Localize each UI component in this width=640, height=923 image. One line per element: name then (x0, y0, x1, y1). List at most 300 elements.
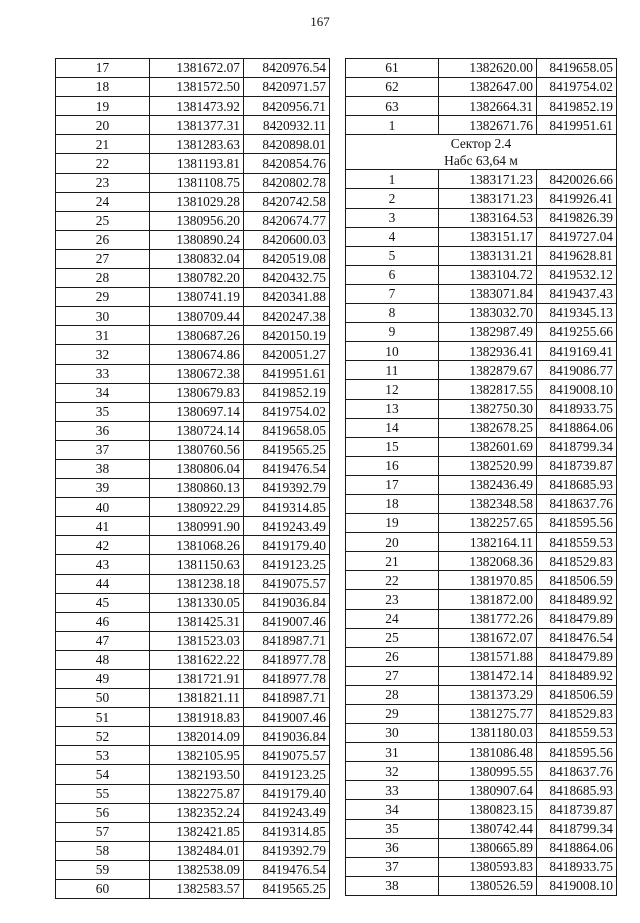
point-number-cell: 8 (346, 304, 439, 323)
x-coordinate-cell: 1380907.64 (439, 781, 537, 800)
point-number-cell: 5 (346, 246, 439, 265)
y-coordinate-cell: 8420898.01 (244, 135, 330, 154)
table-row (56, 517, 330, 536)
point-number-cell: 57 (56, 822, 150, 841)
table-row (346, 781, 617, 800)
point-number-cell: 17 (346, 475, 439, 494)
x-coordinate-cell: 1381180.03 (439, 724, 537, 743)
point-number-cell: 23 (346, 590, 439, 609)
x-coordinate-cell: 1381068.26 (150, 536, 244, 555)
y-coordinate-cell: 8419179.40 (244, 784, 330, 803)
point-number-cell: 50 (56, 689, 150, 708)
x-coordinate-cell: 1382421.85 (150, 822, 244, 841)
table-row (346, 227, 617, 246)
point-number-cell: 48 (56, 650, 150, 669)
x-coordinate-cell: 1380679.83 (150, 383, 244, 402)
point-number-cell: 31 (56, 326, 150, 345)
y-coordinate-cell: 8419179.40 (244, 536, 330, 555)
y-coordinate-cell: 8419826.39 (537, 208, 617, 227)
y-coordinate-cell: 8418739.87 (537, 456, 617, 475)
x-coordinate-cell: 1382014.09 (150, 727, 244, 746)
point-number-cell: 18 (346, 494, 439, 513)
table-row (346, 819, 617, 838)
x-coordinate-cell: 1380782.20 (150, 269, 244, 288)
x-coordinate-cell: 1382193.50 (150, 765, 244, 784)
point-number-cell: 55 (56, 784, 150, 803)
table-row (346, 304, 617, 323)
table-row (346, 685, 617, 704)
table-row (56, 860, 330, 879)
point-number-cell: 14 (346, 418, 439, 437)
y-coordinate-cell: 8419007.46 (244, 612, 330, 631)
y-coordinate-cell: 8418977.78 (244, 670, 330, 689)
y-coordinate-cell: 8418637.76 (537, 762, 617, 781)
point-number-cell: 6 (346, 265, 439, 284)
x-coordinate-cell: 1382879.67 (439, 361, 537, 380)
point-number-cell: 30 (56, 307, 150, 326)
y-coordinate-cell: 8420519.08 (244, 249, 330, 268)
y-coordinate-cell: 8419075.57 (244, 746, 330, 765)
table-row (346, 59, 617, 78)
point-number-cell: 36 (56, 421, 150, 440)
y-coordinate-cell: 8419437.43 (537, 284, 617, 303)
x-coordinate-cell: 1381377.31 (150, 116, 244, 135)
point-number-cell: 31 (346, 743, 439, 762)
x-coordinate-cell: 1380860.13 (150, 479, 244, 498)
x-coordinate-cell: 1380672.38 (150, 364, 244, 383)
table-row (346, 208, 617, 227)
point-number-cell: 20 (346, 533, 439, 552)
y-coordinate-cell: 8418476.54 (537, 628, 617, 647)
point-number-cell: 19 (346, 514, 439, 533)
coordinates-table-right-body (346, 170, 617, 896)
y-coordinate-cell: 8419754.02 (537, 78, 617, 97)
x-coordinate-cell: 1382068.36 (439, 552, 537, 571)
point-number-cell: 37 (56, 440, 150, 459)
y-coordinate-cell: 8419243.49 (244, 517, 330, 536)
table-row (56, 746, 330, 765)
table-row (346, 724, 617, 743)
x-coordinate-cell: 1381622.22 (150, 650, 244, 669)
point-number-cell: 9 (346, 323, 439, 342)
table-row (56, 97, 330, 116)
x-coordinate-cell: 1382348.58 (439, 494, 537, 513)
x-coordinate-cell: 1381523.03 (150, 631, 244, 650)
point-number-cell: 29 (56, 288, 150, 307)
point-number-cell: 23 (56, 173, 150, 192)
x-coordinate-cell: 1381472.14 (439, 666, 537, 685)
y-coordinate-cell: 8419243.49 (244, 803, 330, 822)
table-row (56, 116, 330, 135)
x-coordinate-cell: 1380593.83 (439, 857, 537, 876)
x-coordinate-cell: 1380823.15 (439, 800, 537, 819)
point-number-cell: 42 (56, 536, 150, 555)
y-coordinate-cell: 8420600.03 (244, 230, 330, 249)
y-coordinate-cell: 8419951.61 (244, 364, 330, 383)
table-row (56, 135, 330, 154)
table-row (56, 784, 330, 803)
point-number-cell: 36 (346, 838, 439, 857)
coordinates-table-right (345, 58, 617, 896)
x-coordinate-cell: 1380890.24 (150, 230, 244, 249)
x-coordinate-cell: 1382817.55 (439, 380, 537, 399)
table-row (56, 841, 330, 860)
point-number-cell: 4 (346, 227, 439, 246)
table-row (56, 307, 330, 326)
table-row (56, 459, 330, 478)
table-row (346, 533, 617, 552)
y-coordinate-cell: 8418864.06 (537, 838, 617, 857)
table-row (56, 593, 330, 612)
y-coordinate-cell: 8418595.56 (537, 514, 617, 533)
table-row (56, 670, 330, 689)
x-coordinate-cell: 1381821.11 (150, 689, 244, 708)
point-number-cell: 43 (56, 555, 150, 574)
point-number-cell: 26 (346, 647, 439, 666)
x-coordinate-cell: 1380526.59 (439, 876, 537, 895)
y-coordinate-cell: 8418799.34 (537, 437, 617, 456)
x-coordinate-cell: 1383171.23 (439, 189, 537, 208)
x-coordinate-cell: 1382105.95 (150, 746, 244, 765)
x-coordinate-cell: 1382275.87 (150, 784, 244, 803)
y-coordinate-cell: 8418479.89 (537, 647, 617, 666)
y-coordinate-cell: 8418506.59 (537, 571, 617, 590)
y-coordinate-cell: 8419075.57 (244, 574, 330, 593)
table-row (56, 803, 330, 822)
y-coordinate-cell: 8418977.78 (244, 650, 330, 669)
y-coordinate-cell: 8419532.12 (537, 265, 617, 284)
y-coordinate-cell: 8419951.61 (537, 116, 617, 135)
point-number-cell: 30 (346, 724, 439, 743)
point-number-cell: 22 (346, 571, 439, 590)
y-coordinate-cell: 8419008.10 (537, 380, 617, 399)
x-coordinate-cell: 1380742.44 (439, 819, 537, 838)
point-number-cell: 3 (346, 208, 439, 227)
point-number-cell: 62 (346, 78, 439, 97)
y-coordinate-cell: 8418799.34 (537, 819, 617, 838)
table-row (56, 364, 330, 383)
table-row (56, 269, 330, 288)
table-row (346, 418, 617, 437)
sector-title: Сектор 2.4 (450, 136, 512, 152)
y-coordinate-cell: 8420956.71 (244, 97, 330, 116)
x-coordinate-cell: 1380995.55 (439, 762, 537, 781)
table-row (56, 727, 330, 746)
table-row (56, 880, 330, 899)
point-number-cell: 58 (56, 841, 150, 860)
y-coordinate-cell: 8419565.25 (244, 440, 330, 459)
table-row (56, 173, 330, 192)
point-number-cell: 13 (346, 399, 439, 418)
x-coordinate-cell: 1381473.92 (150, 97, 244, 116)
x-coordinate-cell: 1382678.25 (439, 418, 537, 437)
y-coordinate-cell: 8419852.19 (244, 383, 330, 402)
table-row (56, 249, 330, 268)
y-coordinate-cell: 8419036.84 (244, 593, 330, 612)
table-row (346, 514, 617, 533)
x-coordinate-cell: 1381029.28 (150, 192, 244, 211)
point-number-cell: 7 (346, 284, 439, 303)
x-coordinate-cell: 1382936.41 (439, 342, 537, 361)
table-row (56, 383, 330, 402)
table-row (346, 380, 617, 399)
point-number-cell: 24 (346, 609, 439, 628)
point-number-cell: 1 (346, 116, 439, 135)
point-number-cell: 18 (56, 78, 150, 97)
table-row (56, 78, 330, 97)
x-coordinate-cell: 1380687.26 (150, 326, 244, 345)
y-coordinate-cell: 8419658.05 (537, 59, 617, 78)
point-number-cell: 1 (346, 170, 439, 189)
x-coordinate-cell: 1380760.56 (150, 440, 244, 459)
point-number-cell: 56 (56, 803, 150, 822)
x-coordinate-cell: 1383164.53 (439, 208, 537, 227)
table-row (56, 479, 330, 498)
x-coordinate-cell: 1382750.30 (439, 399, 537, 418)
table-row (346, 475, 617, 494)
point-number-cell: 29 (346, 705, 439, 724)
y-coordinate-cell: 8420932.11 (244, 116, 330, 135)
y-coordinate-cell: 8420341.88 (244, 288, 330, 307)
point-number-cell: 63 (346, 97, 439, 116)
x-coordinate-cell: 1381373.29 (439, 685, 537, 704)
point-number-cell: 17 (56, 59, 150, 78)
point-number-cell: 41 (56, 517, 150, 536)
x-coordinate-cell: 1382484.01 (150, 841, 244, 860)
y-coordinate-cell: 8419123.25 (244, 765, 330, 784)
point-number-cell: 40 (56, 498, 150, 517)
table-row (56, 631, 330, 650)
table-row (346, 762, 617, 781)
x-coordinate-cell: 1383071.84 (439, 284, 537, 303)
y-coordinate-cell: 8418933.75 (537, 857, 617, 876)
table-row (56, 192, 330, 211)
table-row (346, 323, 617, 342)
table-row (346, 628, 617, 647)
x-coordinate-cell: 1382352.24 (150, 803, 244, 822)
x-coordinate-cell: 1382164.11 (439, 533, 537, 552)
table-row (56, 59, 330, 78)
point-number-cell: 32 (56, 345, 150, 364)
table-row (346, 647, 617, 666)
point-number-cell: 38 (346, 876, 439, 895)
x-coordinate-cell: 1380709.44 (150, 307, 244, 326)
x-coordinate-cell: 1381672.07 (439, 628, 537, 647)
table-row (56, 345, 330, 364)
y-coordinate-cell: 8419476.54 (244, 860, 330, 879)
y-coordinate-cell: 8420432.75 (244, 269, 330, 288)
sector-header (346, 135, 617, 170)
y-coordinate-cell: 8419926.41 (537, 189, 617, 208)
y-coordinate-cell: 8420742.58 (244, 192, 330, 211)
y-coordinate-cell: 8419314.85 (244, 822, 330, 841)
x-coordinate-cell: 1381238.18 (150, 574, 244, 593)
sector-header-group (346, 135, 617, 170)
x-coordinate-cell: 1380697.14 (150, 402, 244, 421)
point-number-cell: 33 (56, 364, 150, 383)
x-coordinate-cell: 1381150.63 (150, 555, 244, 574)
table-row (56, 154, 330, 173)
point-number-cell: 61 (346, 59, 439, 78)
x-coordinate-cell: 1383171.23 (439, 170, 537, 189)
point-number-cell: 28 (346, 685, 439, 704)
point-number-cell: 32 (346, 762, 439, 781)
table-row (56, 211, 330, 230)
table-row (56, 765, 330, 784)
x-coordinate-cell: 1380991.90 (150, 517, 244, 536)
y-coordinate-cell: 8420802.78 (244, 173, 330, 192)
x-coordinate-cell: 1382436.49 (439, 475, 537, 494)
point-number-cell: 15 (346, 437, 439, 456)
point-number-cell: 12 (346, 380, 439, 399)
x-coordinate-cell: 1381108.75 (150, 173, 244, 192)
x-coordinate-cell: 1381283.63 (150, 135, 244, 154)
y-coordinate-cell: 8418685.93 (537, 475, 617, 494)
table-row (346, 456, 617, 475)
y-coordinate-cell: 8420976.54 (244, 59, 330, 78)
y-coordinate-cell: 8418637.76 (537, 494, 617, 513)
table-row (56, 708, 330, 727)
table-row (56, 536, 330, 555)
point-number-cell: 35 (346, 819, 439, 838)
y-coordinate-cell: 8419476.54 (244, 459, 330, 478)
x-coordinate-cell: 1382671.76 (439, 116, 537, 135)
table-row (346, 399, 617, 418)
table-row (346, 97, 617, 116)
x-coordinate-cell: 1380674.86 (150, 345, 244, 364)
point-number-cell: 59 (56, 860, 150, 879)
table-row (346, 189, 617, 208)
table-row (346, 116, 617, 135)
x-coordinate-cell: 1382664.31 (439, 97, 537, 116)
y-coordinate-cell: 8418489.92 (537, 590, 617, 609)
table-row (346, 590, 617, 609)
point-number-cell: 34 (56, 383, 150, 402)
x-coordinate-cell: 1381918.83 (150, 708, 244, 727)
table-row (346, 284, 617, 303)
table-row (346, 571, 617, 590)
point-number-cell: 19 (56, 97, 150, 116)
table-row (346, 705, 617, 724)
table-row (56, 650, 330, 669)
table-row (56, 555, 330, 574)
point-number-cell: 45 (56, 593, 150, 612)
x-coordinate-cell: 1380922.29 (150, 498, 244, 517)
y-coordinate-cell: 8420971.57 (244, 78, 330, 97)
x-coordinate-cell: 1381571.88 (439, 647, 537, 666)
point-number-cell: 2 (346, 189, 439, 208)
table-row (346, 494, 617, 513)
x-coordinate-cell: 1381970.85 (439, 571, 537, 590)
x-coordinate-cell: 1382538.09 (150, 860, 244, 879)
table-row (56, 574, 330, 593)
x-coordinate-cell: 1381572.50 (150, 78, 244, 97)
y-coordinate-cell: 8420854.76 (244, 154, 330, 173)
point-number-cell: 47 (56, 631, 150, 650)
point-number-cell: 25 (56, 211, 150, 230)
y-coordinate-cell: 8418529.83 (537, 552, 617, 571)
page-number: 167 (310, 14, 330, 29)
point-number-cell: 51 (56, 708, 150, 727)
y-coordinate-cell: 8418559.53 (537, 724, 617, 743)
point-number-cell: 52 (56, 727, 150, 746)
point-number-cell: 27 (346, 666, 439, 685)
x-coordinate-cell: 1381086.48 (439, 743, 537, 762)
table-row (56, 288, 330, 307)
x-coordinate-cell: 1382583.57 (150, 880, 244, 899)
x-coordinate-cell: 1381275.77 (439, 705, 537, 724)
table-row (346, 609, 617, 628)
table-row (346, 800, 617, 819)
x-coordinate-cell: 1381330.05 (150, 593, 244, 612)
point-number-cell: 35 (56, 402, 150, 421)
x-coordinate-cell: 1381872.00 (439, 590, 537, 609)
table-row (56, 822, 330, 841)
x-coordinate-cell: 1382620.00 (439, 59, 537, 78)
point-number-cell: 25 (346, 628, 439, 647)
y-coordinate-cell: 8418933.75 (537, 399, 617, 418)
y-coordinate-cell: 8418864.06 (537, 418, 617, 437)
table-row (346, 857, 617, 876)
table-row (346, 552, 617, 571)
table-row (346, 743, 617, 762)
table-row (56, 421, 330, 440)
y-coordinate-cell: 8418506.59 (537, 685, 617, 704)
point-number-cell: 26 (56, 230, 150, 249)
point-number-cell: 16 (346, 456, 439, 475)
y-coordinate-cell: 8420150.19 (244, 326, 330, 345)
point-number-cell: 38 (56, 459, 150, 478)
y-coordinate-cell: 8419565.25 (244, 880, 330, 899)
y-coordinate-cell: 8419658.05 (244, 421, 330, 440)
y-coordinate-cell: 8420674.77 (244, 211, 330, 230)
y-coordinate-cell: 8418489.92 (537, 666, 617, 685)
table-row (56, 689, 330, 708)
point-number-cell: 24 (56, 192, 150, 211)
table-row (56, 612, 330, 631)
y-coordinate-cell: 8420247.38 (244, 307, 330, 326)
x-coordinate-cell: 1383032.70 (439, 304, 537, 323)
x-coordinate-cell: 1381193.81 (150, 154, 244, 173)
y-coordinate-cell: 8419345.13 (537, 304, 617, 323)
y-coordinate-cell: 8419754.02 (244, 402, 330, 421)
x-coordinate-cell: 1382987.49 (439, 323, 537, 342)
x-coordinate-cell: 1380806.04 (150, 459, 244, 478)
point-number-cell: 60 (56, 880, 150, 899)
point-number-cell: 34 (346, 800, 439, 819)
point-number-cell: 10 (346, 342, 439, 361)
point-number-cell: 39 (56, 479, 150, 498)
x-coordinate-cell: 1382520.99 (439, 456, 537, 475)
y-coordinate-cell: 8420026.66 (537, 170, 617, 189)
point-number-cell: 27 (56, 249, 150, 268)
y-coordinate-cell: 8420051.27 (244, 345, 330, 364)
point-number-cell: 46 (56, 612, 150, 631)
point-number-cell: 53 (56, 746, 150, 765)
point-number-cell: 11 (346, 361, 439, 380)
y-coordinate-cell: 8418479.89 (537, 609, 617, 628)
point-number-cell: 54 (56, 765, 150, 784)
y-coordinate-cell: 8419392.79 (244, 841, 330, 860)
point-number-cell: 28 (56, 269, 150, 288)
x-coordinate-cell: 1381772.26 (439, 609, 537, 628)
coordinates-table-right-top-body (346, 59, 617, 135)
y-coordinate-cell: 8419169.41 (537, 342, 617, 361)
y-coordinate-cell: 8419314.85 (244, 498, 330, 517)
x-coordinate-cell: 1381672.07 (150, 59, 244, 78)
y-coordinate-cell: 8419628.81 (537, 246, 617, 265)
table-row (56, 326, 330, 345)
